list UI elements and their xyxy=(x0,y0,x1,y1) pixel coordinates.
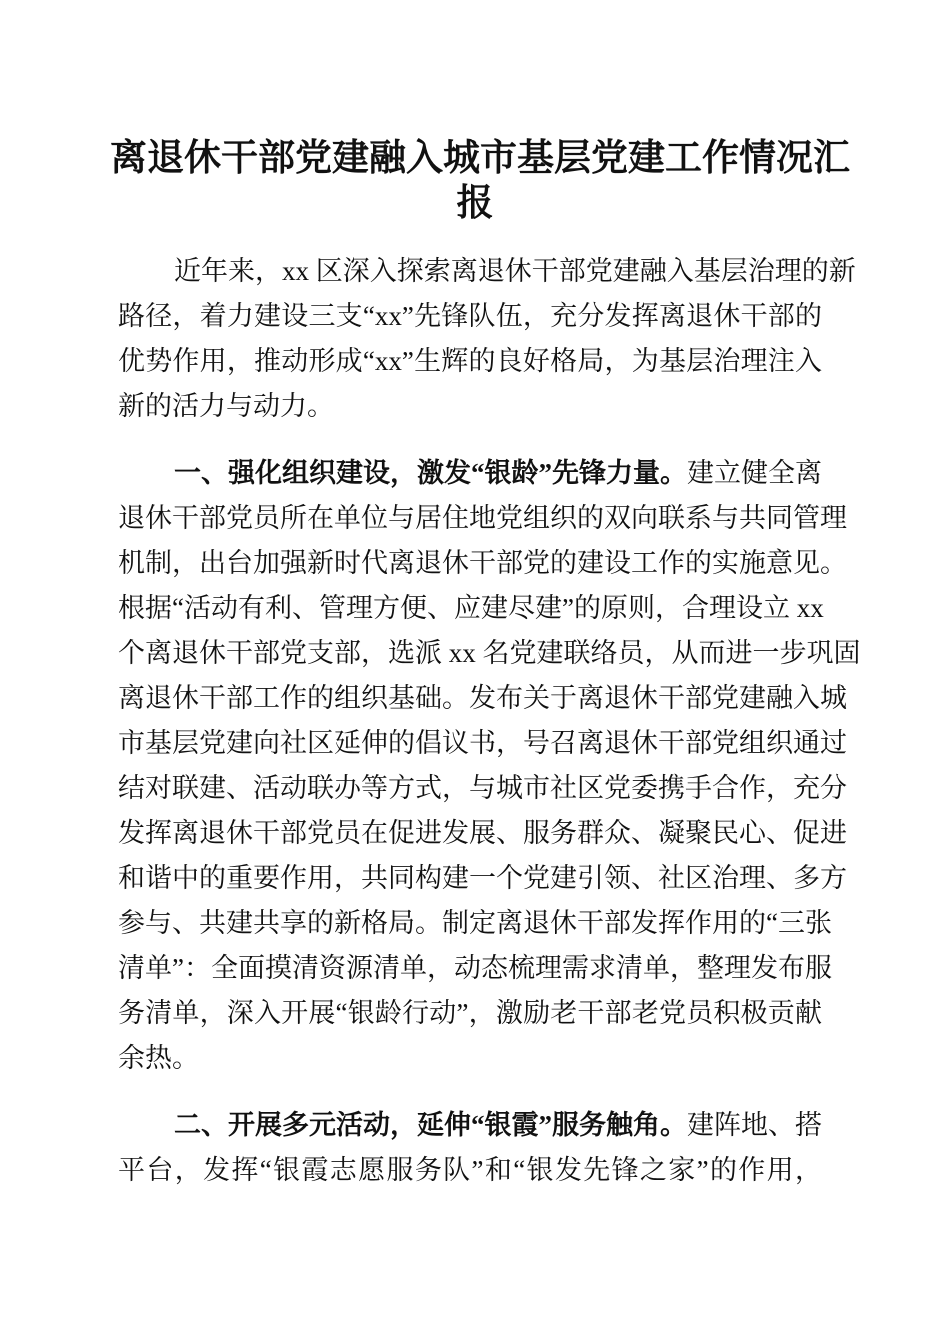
text-line: 路径，着力建设三支“xx”先锋队伍，充分发挥离退休干部的 xyxy=(118,301,822,331)
text-line: 清单”：全面摸清资源清单，动态梳理需求清单，整理发布服 xyxy=(118,953,832,983)
text-line: 近年来，xx 区深入探索离退休干部党建融入基层治理的新 xyxy=(174,256,856,286)
text-line: 个离退休干部党支部，选派 xx 名党建联络员，从而进一步巩固 xyxy=(118,638,861,668)
document-body xyxy=(118,249,861,1193)
section-heading-1: 一、强化组织建设，激发“银龄”先锋力量。 xyxy=(174,458,687,488)
text-line: 机制，出台加强新时代离退休干部党的建设工作的实施意见。 xyxy=(118,548,847,578)
text-line: 参与、共建共享的新格局。制定离退休干部发挥作用的“三张 xyxy=(118,908,832,938)
document-title xyxy=(110,136,850,226)
text-line: 余热。 xyxy=(118,1043,199,1073)
text-line: 离退休干部工作的组织基础。发布关于离退休干部党建融入城 xyxy=(118,683,847,713)
paragraph-section-2 xyxy=(118,1103,822,1193)
text-line: 新的活力与动力。 xyxy=(118,391,334,421)
text-line: 发挥离退休干部党员在促进发展、服务群众、凝聚民心、促进 xyxy=(118,818,847,848)
text-line: 平台，发挥“银霞志愿服务队”和“银发先锋之家”的作用， xyxy=(118,1155,822,1185)
text-span: 建立健全离 xyxy=(687,458,822,488)
text-line: 务清单，深入开展“银龄行动”，激励老干部老党员积极贡献 xyxy=(118,998,822,1028)
text-line: 退休干部党员所在单位与居住地党组织的双向联系与共同管理 xyxy=(118,503,847,533)
paragraph-intro xyxy=(118,249,856,429)
text-line: 优势作用，推动形成“xx”生辉的良好格局，为基层治理注入 xyxy=(118,346,822,376)
paragraph-section-1 xyxy=(118,451,861,1081)
text-line: 根据“活动有利、管理方便、应建尽建”的原则，合理设立 xx xyxy=(118,593,824,623)
title-line-2: 报 xyxy=(456,183,494,224)
title-line-1: 离退休干部党建融入城市基层党建工作情况汇 xyxy=(110,138,850,179)
text-line: 和谐中的重要作用，共同构建一个党建引领、社区治理、多方 xyxy=(118,863,847,893)
text-span: 建阵地、搭 xyxy=(687,1110,822,1140)
text-line: 结对联建、活动联办等方式，与城市社区党委携手合作，充分 xyxy=(118,773,847,803)
section-heading-2: 二、开展多元活动，延伸“银霞”服务触角。 xyxy=(174,1110,687,1140)
text-line xyxy=(118,451,822,496)
text-line: 市基层党建向社区延伸的倡议书，号召离退休干部党组织通过 xyxy=(118,728,847,758)
text-line xyxy=(118,1103,822,1148)
